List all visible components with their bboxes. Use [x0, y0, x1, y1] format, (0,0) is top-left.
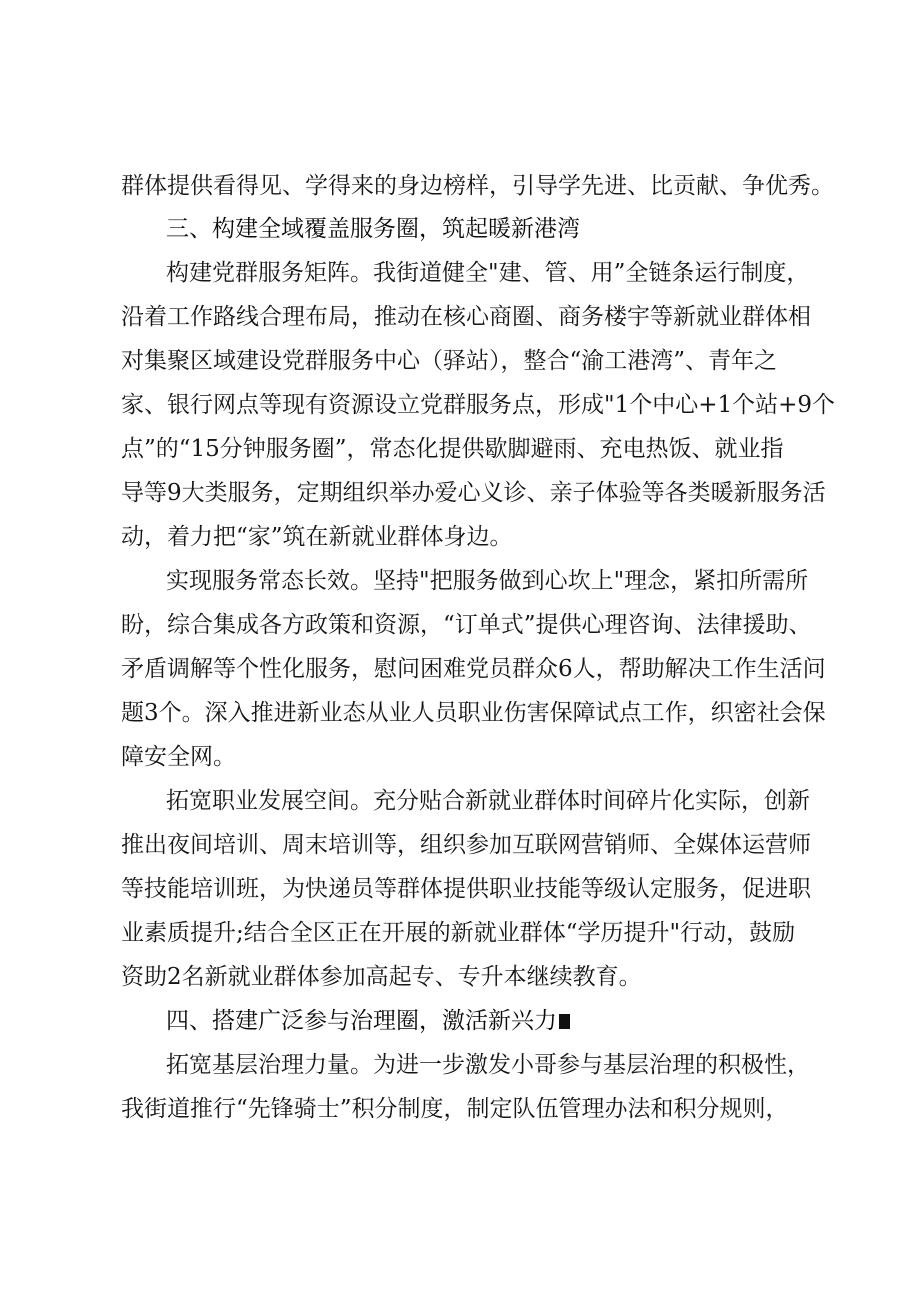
paragraph-line: 对集聚区域建设党群服务中心（驿站），整合“渝工港湾”、青年之 — [121, 348, 778, 374]
paragraph-line: 群体提供看得见、学得来的身边榜样，引导学先进、比贡献、争优秀。 — [121, 173, 834, 199]
paragraph-line: 等技能培训班，为快递员等群体提供职业技能等级认定服务，促进职 — [121, 876, 811, 902]
paragraph-line: 我街道推行“先锋骑士”积分制度，制定队伍管理办法和积分规则， — [121, 1096, 789, 1122]
paragraph-line: 障安全网。 — [121, 744, 236, 770]
paragraph-line: 沿着工作路线合理布局，推动在核心商圈、商务楼宇等新就业群体相 — [121, 304, 811, 330]
square-mark-icon — [559, 1014, 570, 1029]
paragraph-line: 构建党群服务矩阵。我街道健全"建、管、用”全链条运行制度， — [166, 260, 810, 286]
paragraph-line: 题3个。深入推进新业态从业人员职业伤害保障试点工作，织密社会保 — [121, 700, 826, 726]
paragraph-line: 导等9大类服务，定期组织举办爱心义诊、亲子体验等各类暖新服务活 — [121, 480, 826, 506]
paragraph-line: 拓宽职业发展空间。充分贴合新就业群体时间碎片化实际，创新 — [166, 788, 810, 814]
paragraph-line: 资助2名新就业群体参加高起专、专升本继续教育。 — [121, 964, 642, 990]
paragraph-line: 点”的“15分钟服务圈”，常态化提供歇脚避雨、充电热饭、就业指 — [121, 436, 784, 462]
paragraph-line: 业素质提升;结合全区正在开展的新就业群体“学历提升"行动，鼓励 — [121, 920, 796, 946]
paragraph-line: 拓宽基层治理力量。为进一步激发小哥参与基层治理的积极性， — [166, 1052, 810, 1078]
paragraph-line: 盼，综合集成各方政策和资源，“订单式”提供心理咨询、法律援助、 — [121, 612, 812, 638]
section-heading-4-text: 四、搭建广泛参与治理圈，激活新兴力 — [166, 1008, 557, 1034]
paragraph-line: 家、银行网点等现有资源设立党群服务点，形成"1个中心+1个站+9个 — [121, 392, 836, 418]
section-heading-3: 三、构建全域覆盖服务圈，筑起暖新港湾 — [166, 216, 580, 242]
section-heading-4 — [166, 1001, 570, 1041]
paragraph-line: 动，着力把“家”筑在新就业群体身边。 — [121, 524, 513, 550]
paragraph-line: 实现服务常态长效。坚持"把服务做到心坎上"理念，紧扣所需所 — [166, 568, 809, 594]
paragraph-line: 推出夜间培训、周末培训等，组织参加互联网营销师、全媒体运营师 — [121, 832, 811, 858]
paragraph-line: 矛盾调解等个性化服务，慰问困难党员群众6人，帮助解决工作生活问 — [121, 656, 826, 682]
